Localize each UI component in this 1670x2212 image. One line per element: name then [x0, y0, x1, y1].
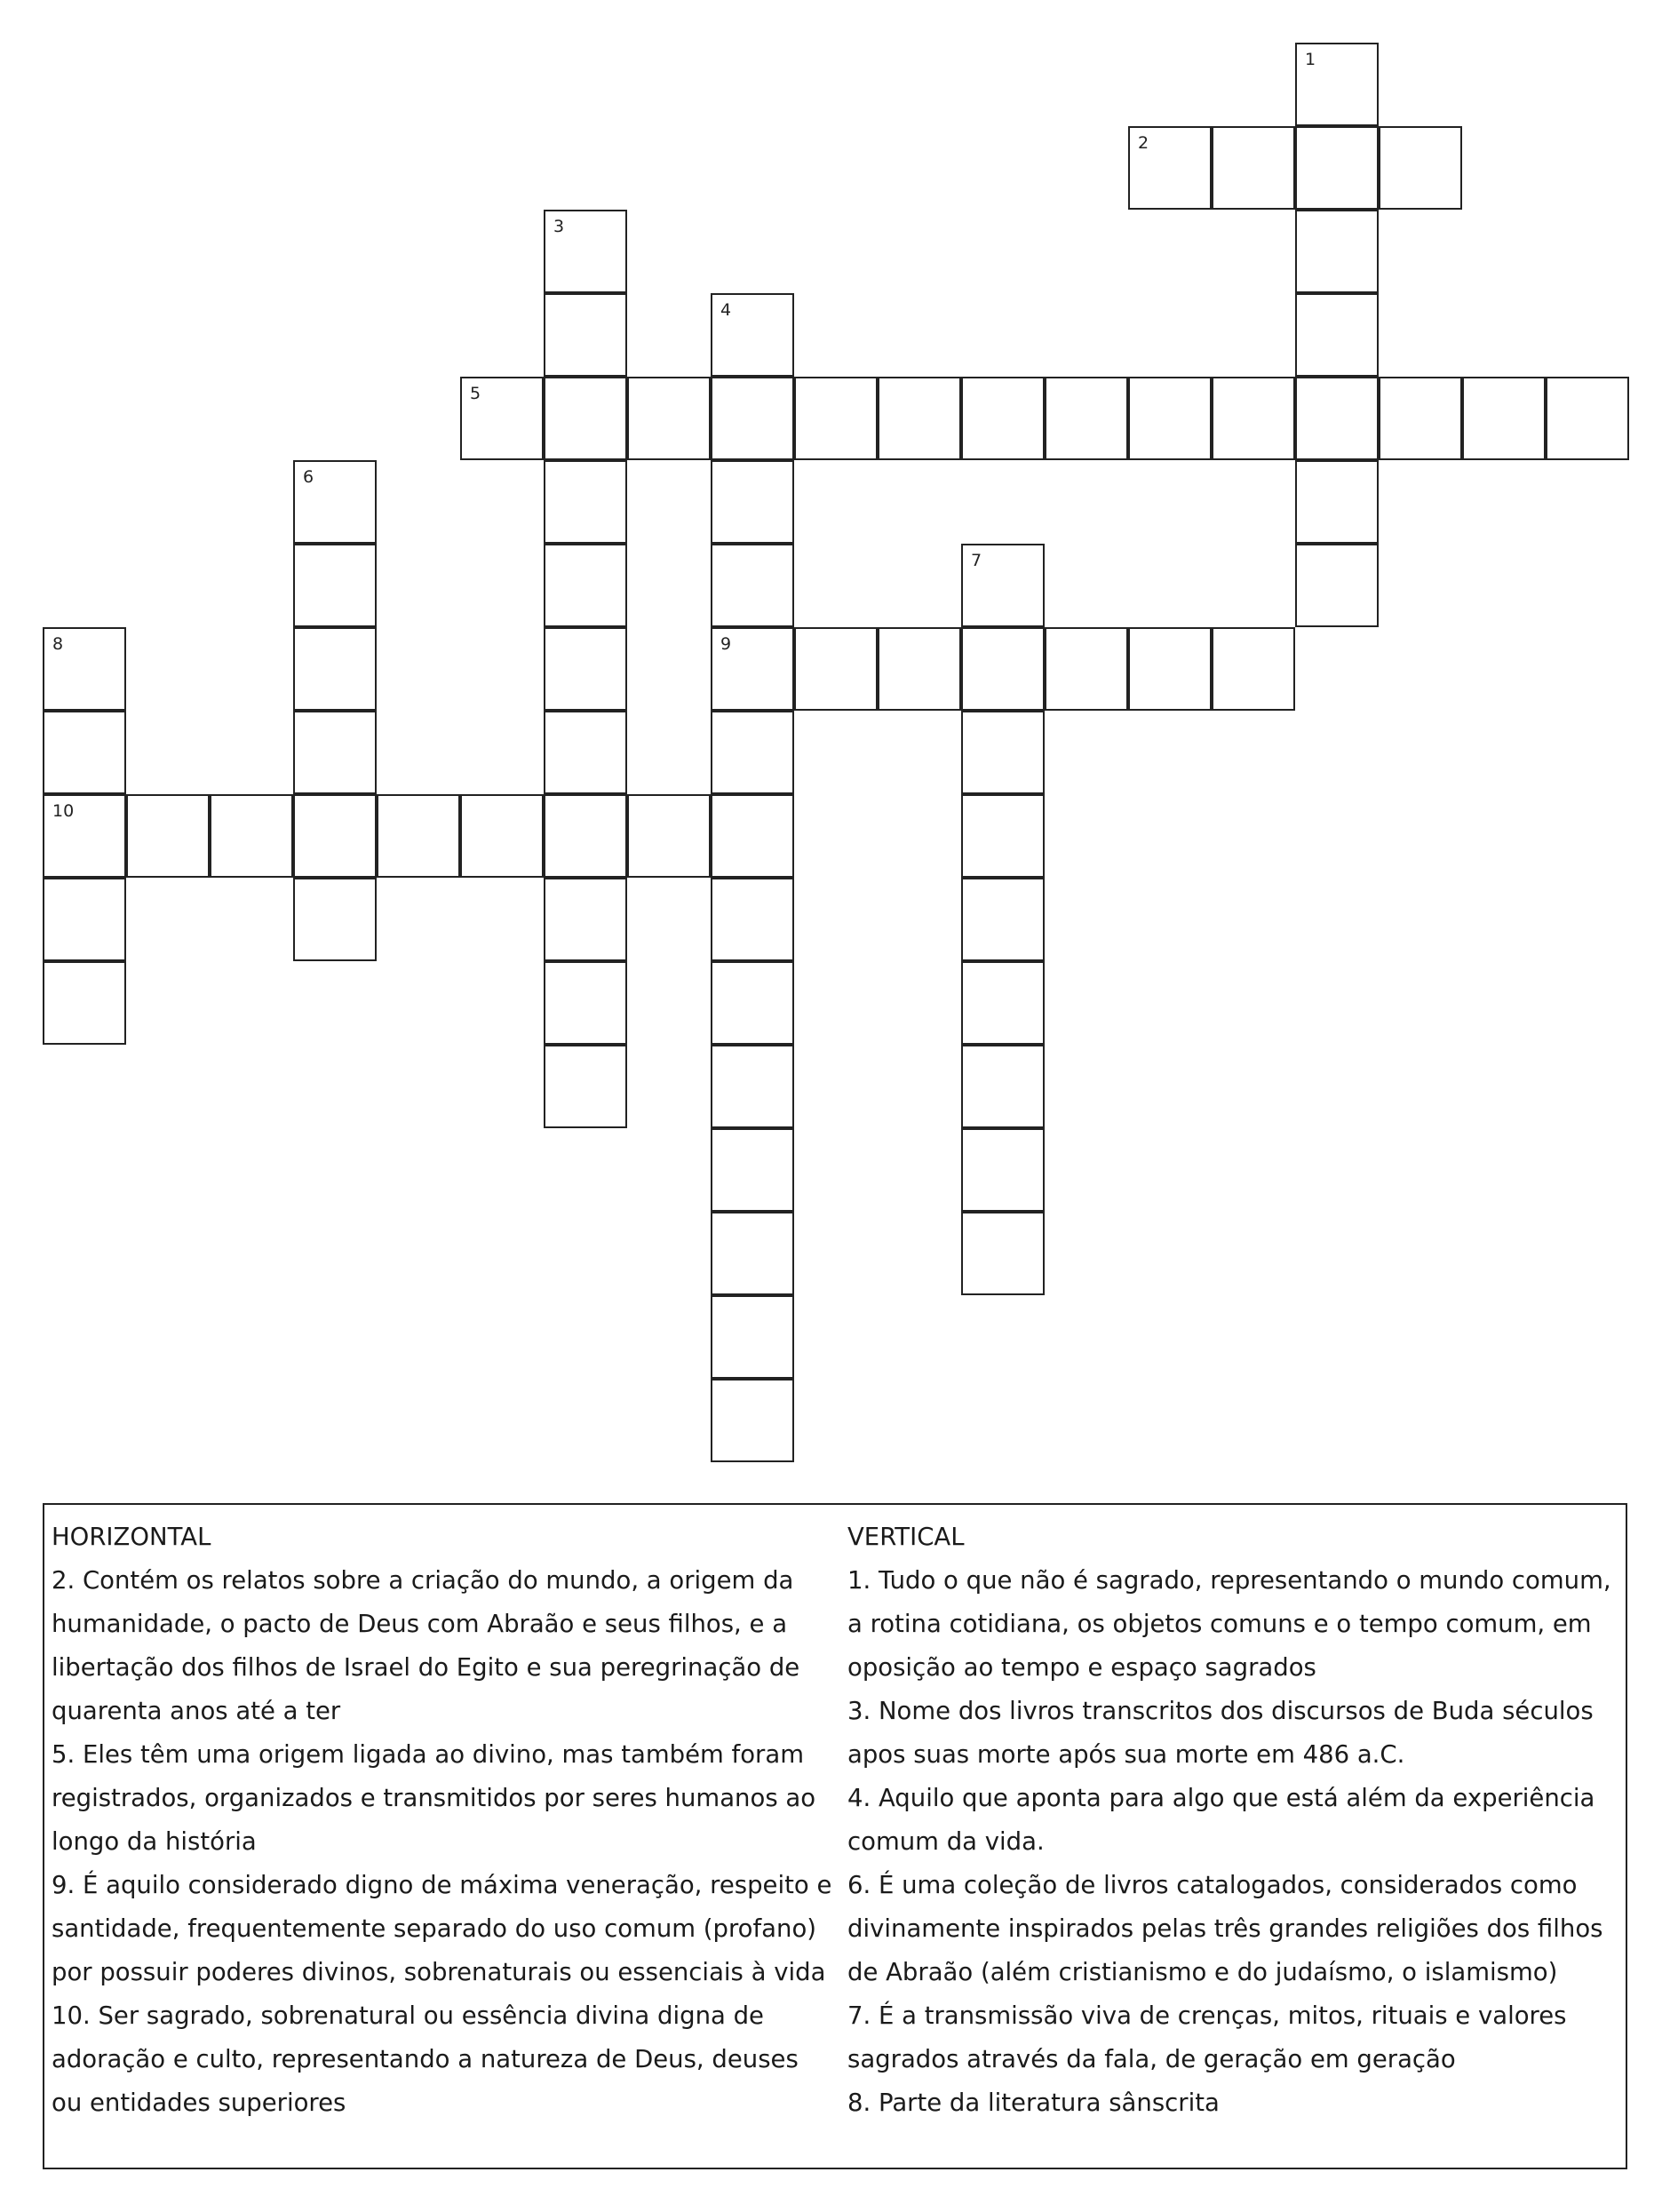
grid-cell[interactable] — [1295, 43, 1379, 126]
grid-cell[interactable] — [1128, 126, 1212, 210]
grid-cell[interactable] — [1295, 377, 1379, 460]
grid-cell[interactable] — [794, 377, 878, 460]
grid-cell[interactable] — [1212, 126, 1295, 210]
grid-cell[interactable] — [210, 794, 293, 878]
grid-cell[interactable] — [1295, 210, 1379, 293]
grid-cell[interactable] — [711, 1379, 794, 1462]
grid-cell[interactable] — [377, 794, 460, 878]
grid-cell[interactable] — [1295, 544, 1379, 627]
grid-cell[interactable] — [544, 711, 627, 794]
grid-cell[interactable] — [711, 1212, 794, 1295]
grid-cell[interactable] — [711, 1045, 794, 1128]
grid-cell[interactable] — [711, 1295, 794, 1379]
grid-cell[interactable] — [711, 878, 794, 961]
grid-cell[interactable] — [1295, 126, 1379, 210]
clue-h9: 9. É aquilo considerado digno de máxima veneração, respeito e santidade, frequentemente separado do uso comum (profano) por possuir poderes divinos, sobrenaturais ou essenciais à vida — [52, 1871, 832, 1986]
grid-cell[interactable] — [293, 878, 377, 961]
clue-v3: 3. Nome dos livros transcritos dos discursos de Buda séculos apos suas morte após sua morte em 486 a.C. — [847, 1697, 1594, 1769]
clue-v4: 4. Aquilo que aponta para algo que está além da experiência comum da vida. — [847, 1784, 1595, 1856]
grid-cell[interactable] — [460, 794, 544, 878]
grid-cell[interactable] — [711, 1128, 794, 1212]
grid-cell[interactable] — [961, 377, 1045, 460]
grid-cell[interactable] — [961, 1212, 1045, 1295]
grid-cell[interactable] — [961, 1045, 1045, 1128]
clue-number: 7 — [971, 551, 982, 570]
clue-number: 3 — [553, 217, 565, 236]
grid-cell[interactable] — [1212, 627, 1295, 711]
grid-cell[interactable] — [878, 377, 961, 460]
grid-cell[interactable] — [961, 711, 1045, 794]
horizontal-clues — [52, 1516, 833, 2125]
grid-cell[interactable] — [43, 794, 126, 878]
grid-cell[interactable] — [961, 1128, 1045, 1212]
grid-cell[interactable] — [544, 210, 627, 293]
grid-cell[interactable] — [1379, 126, 1462, 210]
grid-cell[interactable] — [544, 961, 627, 1045]
grid-cell[interactable] — [293, 794, 377, 878]
grid-cell[interactable] — [1546, 377, 1629, 460]
grid-cell[interactable] — [544, 377, 627, 460]
grid-cell[interactable] — [961, 627, 1045, 711]
clue-v8: 8. Parte da literatura sânscrita — [847, 2089, 1220, 2117]
clue-number: 10 — [52, 801, 75, 821]
grid-cell[interactable] — [460, 377, 544, 460]
clue-number: 9 — [720, 634, 732, 654]
grid-cell[interactable] — [544, 627, 627, 711]
grid-cell[interactable] — [1462, 377, 1546, 460]
grid-cell[interactable] — [627, 794, 711, 878]
grid-cell[interactable] — [1295, 460, 1379, 544]
grid-cell[interactable] — [961, 794, 1045, 878]
grid-cell[interactable] — [1128, 377, 1212, 460]
clue-number: 1 — [1305, 50, 1316, 69]
clue-h2: 2. Contém os relatos sobre a criação do mundo, a origem da humanidade, o pacto de Deus com Abraão e seus filhos, e a libertação dos filhos de Israel do Egito e sua peregrinação de quarenta anos até a ter — [52, 1566, 800, 1725]
clue-h5: 5. Eles têm uma origem ligada ao divino, mas também foram registrados, organizados e transmitidos por seres humanos ao longo da história — [52, 1740, 816, 1856]
clue-number: 5 — [470, 384, 481, 403]
clues-box — [43, 1503, 1627, 2169]
grid-cell[interactable] — [961, 961, 1045, 1045]
grid-cell[interactable] — [711, 794, 794, 878]
vertical-heading: VERTICAL — [847, 1523, 965, 1551]
grid-cell[interactable] — [711, 711, 794, 794]
clue-number: 8 — [52, 634, 64, 654]
grid-cell[interactable] — [1128, 627, 1212, 711]
clue-h10: 10. Ser sagrado, sobrenatural ou essência divina digna de adoração e culto, representando a natureza de Deus, deuses ou entidades superiores — [52, 2001, 799, 2117]
grid-cell[interactable] — [544, 544, 627, 627]
vertical-clues — [847, 1516, 1620, 2125]
grid-cell[interactable] — [1212, 377, 1295, 460]
grid-cell[interactable] — [43, 878, 126, 961]
grid-cell[interactable] — [1295, 293, 1379, 377]
clue-v7: 7. É a transmissão viva de crenças, mitos, rituais e valores sagrados através da fala, de geração em geração — [847, 2001, 1567, 2073]
grid-cell[interactable] — [1379, 377, 1462, 460]
grid-cell[interactable] — [544, 794, 627, 878]
grid-cell[interactable] — [627, 377, 711, 460]
grid-cell[interactable] — [711, 460, 794, 544]
clue-number: 6 — [303, 467, 314, 487]
grid-cell[interactable] — [544, 1045, 627, 1128]
grid-cell[interactable] — [544, 293, 627, 377]
grid-cell[interactable] — [711, 627, 794, 711]
grid-cell[interactable] — [544, 878, 627, 961]
grid-cell[interactable] — [544, 460, 627, 544]
horizontal-heading: HORIZONTAL — [52, 1523, 211, 1551]
grid-cell[interactable] — [961, 878, 1045, 961]
grid-cell[interactable] — [711, 544, 794, 627]
grid-cell[interactable] — [126, 794, 210, 878]
grid-cell[interactable] — [711, 293, 794, 377]
grid-cell[interactable] — [293, 711, 377, 794]
grid-cell[interactable] — [711, 377, 794, 460]
clue-v6: 6. É uma coleção de livros catalogados, considerados como divinamente inspirados pelas três grandes religiões dos filhos de Abraão (além cristianismo e do judaísmo, o islamismo) — [847, 1871, 1603, 1986]
clue-number: 4 — [720, 300, 732, 320]
grid-cell[interactable] — [293, 627, 377, 711]
grid-cell[interactable] — [1045, 627, 1128, 711]
grid-cell[interactable] — [293, 544, 377, 627]
grid-cell[interactable] — [293, 460, 377, 544]
grid-cell[interactable] — [43, 961, 126, 1045]
grid-cell[interactable] — [878, 627, 961, 711]
clue-number: 2 — [1138, 133, 1149, 153]
grid-cell[interactable] — [43, 627, 126, 711]
grid-cell[interactable] — [794, 627, 878, 711]
grid-cell[interactable] — [1045, 377, 1128, 460]
clue-v1: 1. Tudo o que não é sagrado, representando o mundo comum, a rotina cotidiana, os objetos comuns e o tempo comum, em oposição ao tempo e espaço sagrados — [847, 1566, 1611, 1682]
grid-cell[interactable] — [43, 711, 126, 794]
grid-cell[interactable] — [961, 544, 1045, 627]
grid-cell[interactable] — [711, 961, 794, 1045]
